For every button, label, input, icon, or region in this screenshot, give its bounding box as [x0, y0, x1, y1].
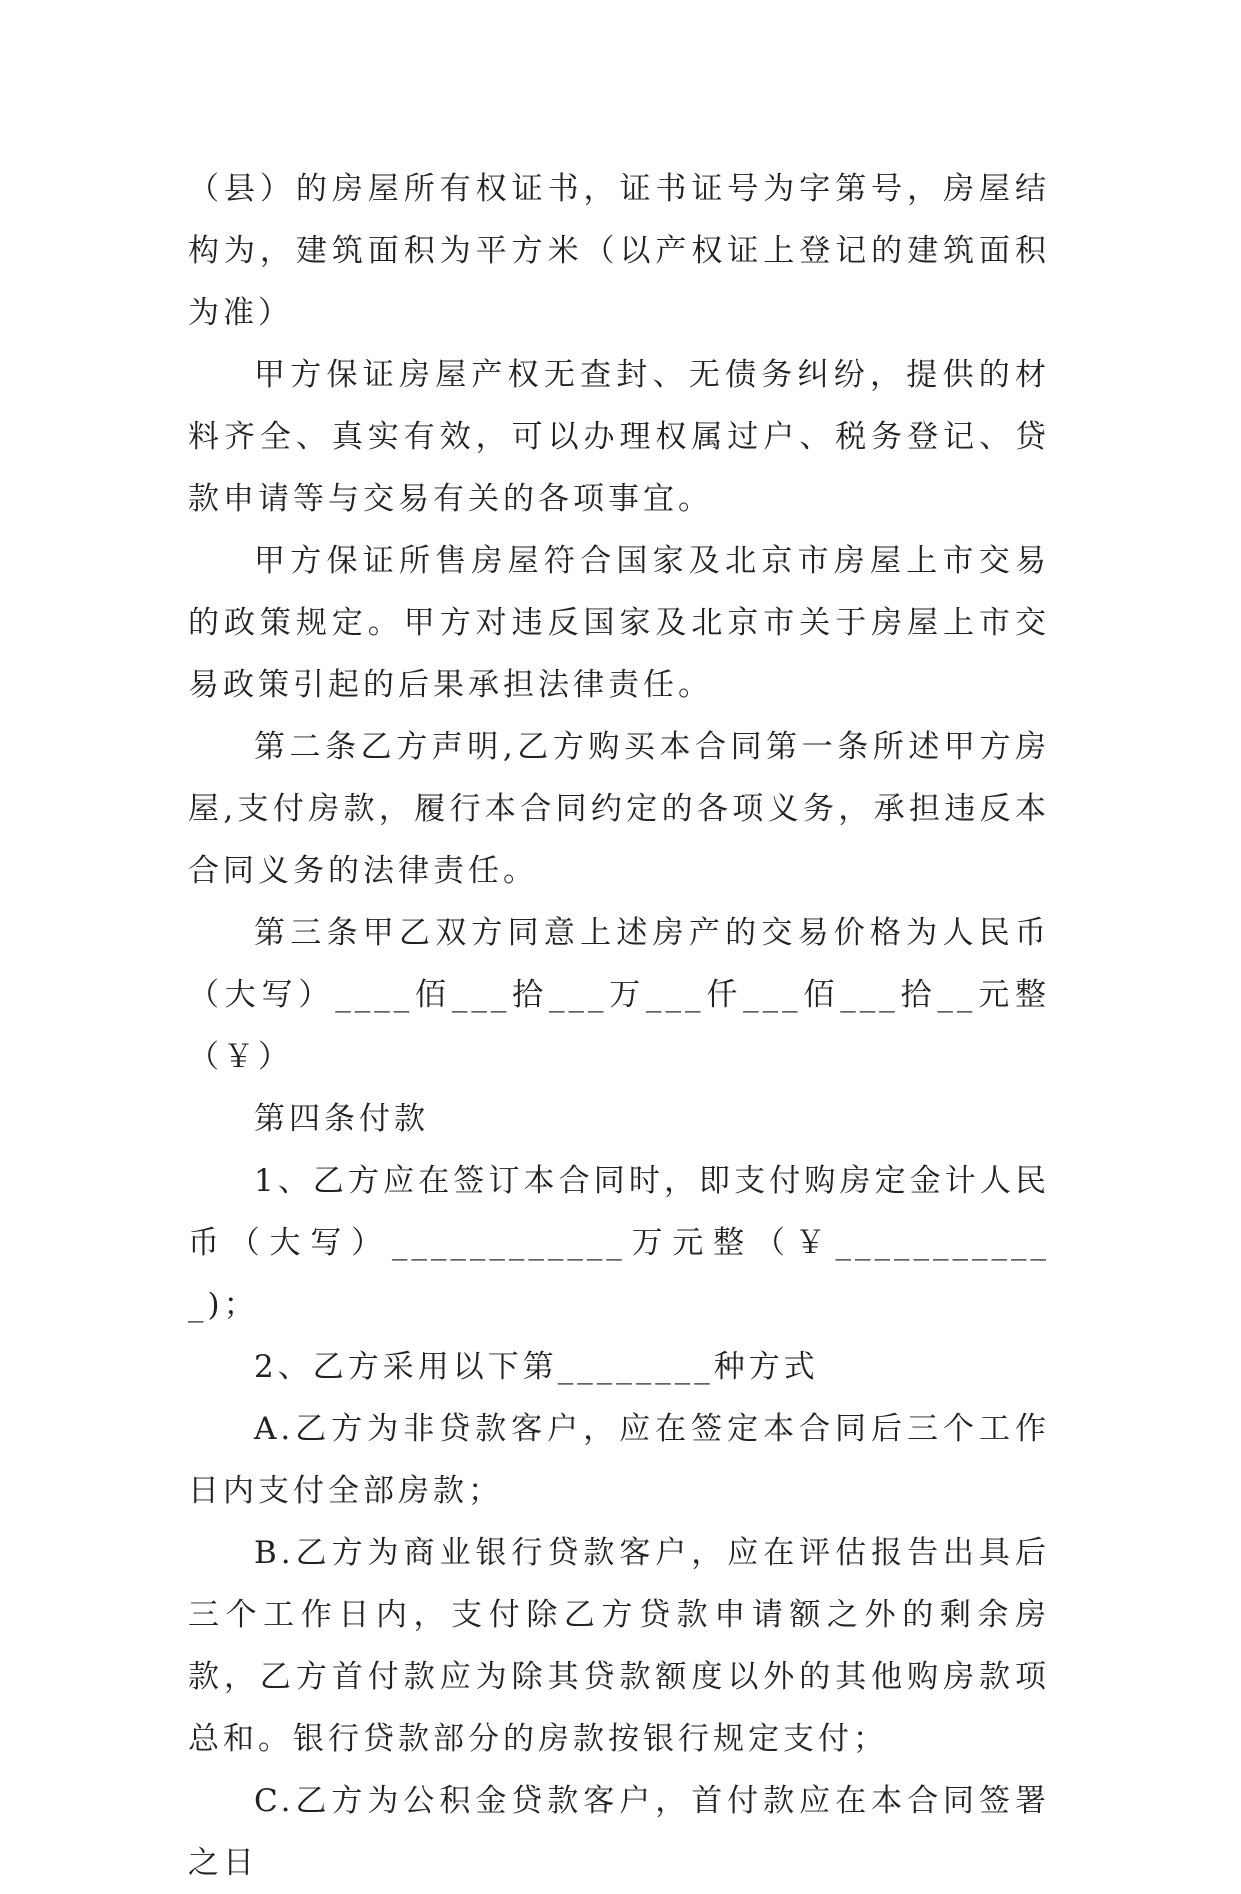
paragraph-option-c: C.乙方为公积金贷款客户，首付款应在本合同签署之日 [188, 1783, 1050, 1881]
paragraph-article-4-heading: 第四条付款 [254, 1101, 429, 1137]
paragraph-option-b: B.乙方为商业银行贷款客户，应在评估报告出具后三个工作日内，支付除乙方贷款申请额之外的剩余房款，乙方首付款应为除其贷款额度以外的其他购房款项总和。银行贷款部分的房款按银行规定支付； [188, 1535, 1050, 1757]
paragraph-policy-compliance: 甲方保证所售房屋符合国家及北京市房屋上市交易的政策规定。甲方对违反国家及北京市关于房屋上市交易政策引起的后果承担法律责任。 [188, 543, 1050, 703]
paragraph-article-3-price: 第三条甲乙双方同意上述房产的交易价格为人民币（大写）____佰___拾___万___仟___佰___拾__元整（￥） [188, 915, 1050, 1075]
paragraph-property-certificate: （县）的房屋所有权证书，证书证号为字第号，房屋结构为，建筑面积为平方米（以产权证上登记的建筑面积为准） [188, 171, 1050, 331]
paragraph-option-a: A.乙方为非贷款客户，应在签定本合同后三个工作日内支付全部房款； [188, 1411, 1050, 1509]
paragraph-seller-guarantee: 甲方保证房屋产权无查封、无债务纠纷，提供的材料齐全、真实有效，可以办理权属过户、税务登记、贷款申请等与交易有关的各项事宜。 [188, 357, 1050, 517]
paragraph-payment-method: 2、乙方采用以下第________种方式 [254, 1349, 819, 1385]
paragraph-payment-deposit: 1、乙方应在签订本合同时，即支付购房定金计人民币（大写）____________万元整（￥____________)； [188, 1163, 1050, 1323]
paragraph-article-2: 第二条乙方声明,乙方购买本合同第一条所述甲方房屋,支付房款，履行本合同约定的各项义务，承担违反本合同义务的法律责任。 [188, 729, 1050, 889]
document-body [188, 158, 1050, 1894]
